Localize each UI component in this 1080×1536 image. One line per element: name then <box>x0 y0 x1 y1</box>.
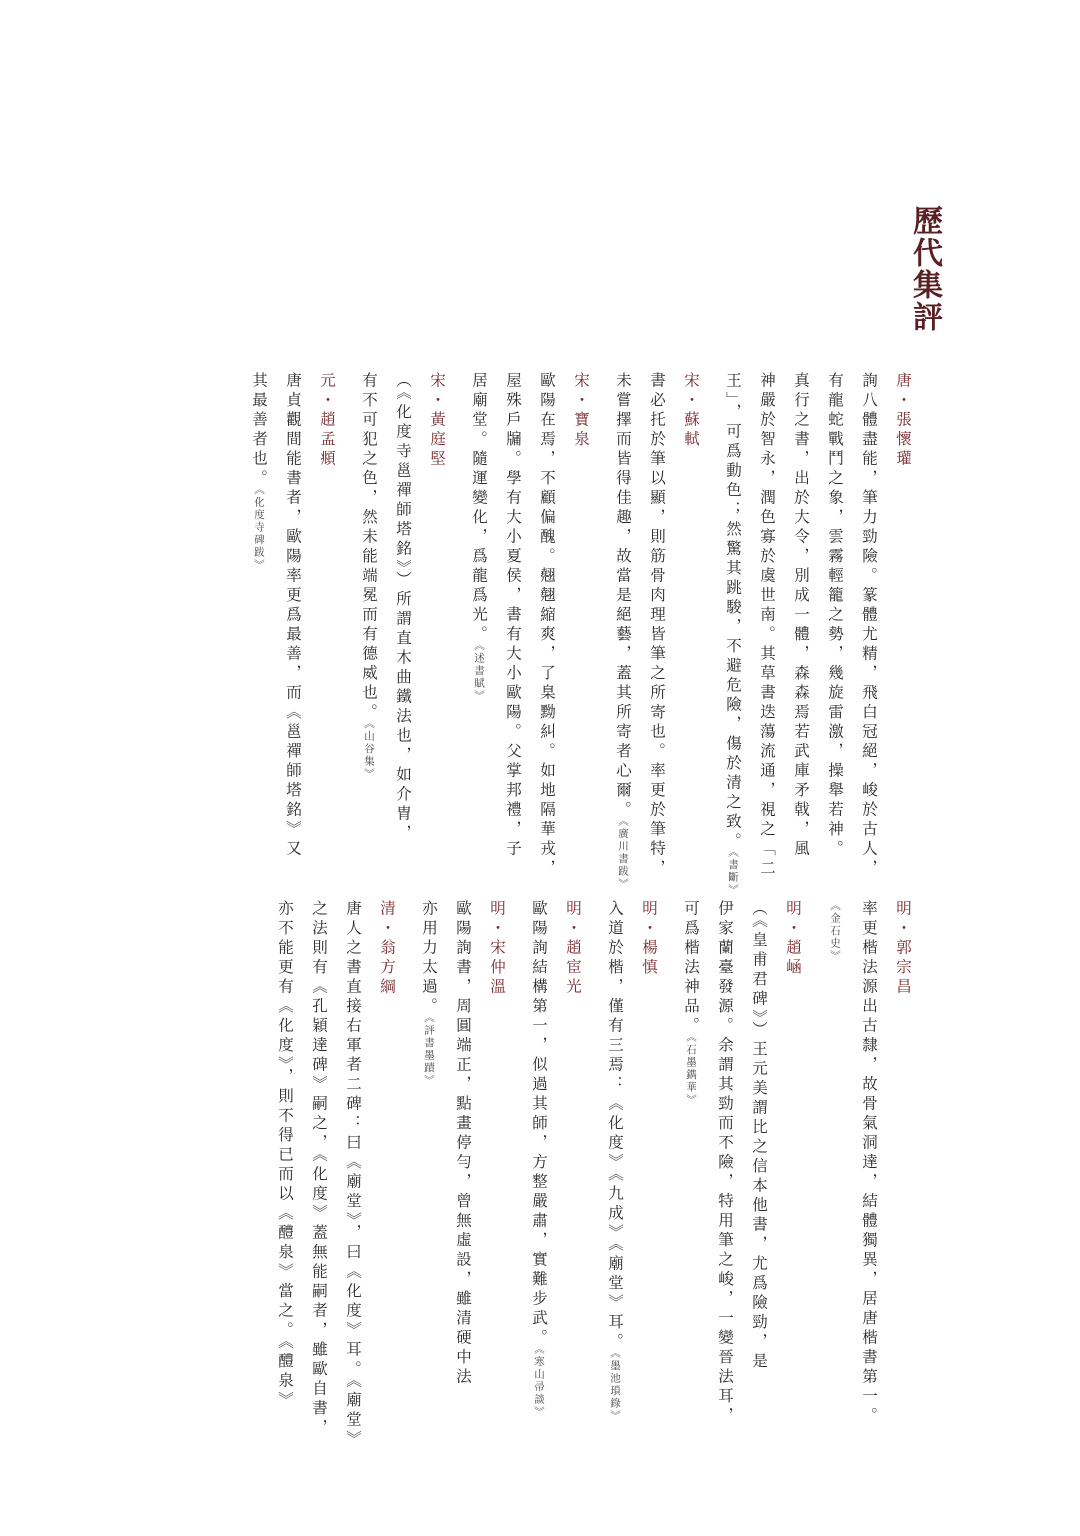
entry-text-line <box>716 372 750 897</box>
entry-text-line: 歐陽在焉，不顧偏醜。翹翹縮爽，了臬黝糾。如地隔華戎， <box>538 372 556 879</box>
entry-source: 《山谷集》 <box>363 723 375 781</box>
commentary-entry <box>522 900 590 1418</box>
entry-text-line: 亦不能更有《化度》，則不得已而以《醴泉》當之。《醴泉》 <box>276 900 294 1411</box>
entry-text-line: 唐人之書直接右軍者二碑：曰《廟堂》，曰《化度》耳。《廟堂》 <box>344 900 362 1450</box>
page-title: 歷代集評 <box>907 205 942 333</box>
commentary-entry <box>352 372 454 844</box>
entry-text: 亦用力太過。 <box>420 900 438 1017</box>
commentary-entry <box>674 900 810 1427</box>
commentary-entry <box>606 372 708 890</box>
entry-author: 清・翁方綱 <box>378 900 396 998</box>
bottom-commentary-block <box>140 900 920 1450</box>
entry-text-line: 之法則有《孔穎達碑》嗣之，《化度》蓋無能嗣者，雖歐自書， <box>310 900 328 1439</box>
entry-text-line <box>242 372 276 860</box>
entry-source: 《寒山帚談》 <box>533 1348 545 1419</box>
entry-text-line: 詢八體盡能，筆力勁險。篆體尤精，飛白冠絕，峻於古人， <box>860 372 878 879</box>
entry-source: 《廣川書跋》 <box>617 820 629 891</box>
entry-text-line: （《化度寺邕禪師塔銘》）所謂直木曲鐵法也，如介胄， <box>394 372 412 844</box>
entry-text: 可爲楷法神品。 <box>682 900 700 1037</box>
entry-text-line <box>352 372 386 844</box>
entry-text-line <box>606 372 640 890</box>
commentary-entry <box>598 900 666 1422</box>
entry-source: 《石墨鐫華》 <box>685 1036 697 1107</box>
entry-text: 入道於楷，僅有三焉：《化度》《九成》《廟堂》耳。 <box>606 900 624 1353</box>
entry-author: 明・趙宦光 <box>564 900 582 998</box>
entry-text-line: 真行之書，出於大令，別成一體，森森焉若武庫矛戟，風 <box>792 372 810 860</box>
entry-author: 明・郭宗昌 <box>894 900 912 998</box>
entry-author: 宋・寶泉 <box>572 372 590 450</box>
commentary-entry <box>268 900 404 1450</box>
entry-author: 明・宋仲溫 <box>488 900 506 998</box>
entry-source: 《述書賦》 <box>473 645 485 703</box>
entry-source: 《金石史》 <box>829 900 841 963</box>
entry-text: 居廟堂。隨運變化，爲龍爲光。 <box>470 372 488 645</box>
entry-author: 元・趙孟頫 <box>318 372 336 470</box>
entry-text: 未嘗擇而皆得佳趣，故當是絕藝，蓋其所寄者心爾。 <box>614 372 632 821</box>
entry-text: 其最善者也。 <box>250 372 268 489</box>
entry-source: 《評書墨蹟》 <box>423 1017 435 1087</box>
commentary-entry <box>462 372 598 879</box>
entry-text-line <box>598 900 632 1422</box>
commentary-entry <box>716 372 920 897</box>
entry-author: 明・趙崡 <box>784 900 802 978</box>
entry-text: 有不可犯之色，然未能端冕而有德威也。 <box>360 372 378 723</box>
entry-text-line <box>674 900 708 1427</box>
top-commentary-block <box>140 372 920 897</box>
commentary-entry <box>412 900 514 1388</box>
entry-text-line <box>462 372 496 879</box>
entry-source: 《墨池瑣錄》 <box>609 1352 621 1423</box>
entry-author: 宋・蘇軾 <box>682 372 700 450</box>
entry-text-line: 率更楷法源出古隸，故骨氣洞達，結體獨異，居唐楷書第一。 <box>860 900 878 1427</box>
commentary-entry <box>818 900 920 1427</box>
entry-text-line <box>412 900 446 1388</box>
entry-text: 王」，可爲動色；然驚其跳駿，不避危險，傷於清之致。 <box>724 372 742 852</box>
entry-text-line: 神嚴於智永，潤色寡於虞世南。其草書迭蕩流通，視之「二 <box>758 372 776 879</box>
entry-author: 明・楊慎 <box>640 900 658 978</box>
entry-text-line: 伊家蘭臺發源。余謂其勁而不險，特用筆之峻，一變晉法耳， <box>716 900 734 1427</box>
entry-text-line: 有龍蛇戰鬥之象，雲霧輕籠之勢，幾旋雷激，操舉若神。 <box>826 372 844 860</box>
entry-text-line: 歐陽詢書，周圓端正，點畫停勻，曾無虛設，雖清硬中法 <box>454 900 472 1388</box>
entry-author: 唐・張懷瓘 <box>894 372 912 470</box>
entry-source: 《書斷》 <box>727 851 739 897</box>
entry-text-line: 書必托於筆以顯，則筋骨肉理皆筆之所寄也。率更於筆特， <box>648 372 666 879</box>
entry-text-line: 屋殊戶牖。學有大小夏侯，書有大小歐陽。父掌邦禮，子 <box>504 372 522 860</box>
commentary-entry <box>242 372 344 860</box>
entry-text-line <box>818 900 852 1427</box>
entry-text: 歐陽詢結構第一，似過其師，方整嚴肅，實難步武。 <box>530 900 548 1349</box>
entry-author: 宋・黃庭堅 <box>428 372 446 470</box>
entry-source: 《化度寺碑跋》 <box>253 489 265 572</box>
entry-text-line <box>522 900 556 1418</box>
entry-text-line: 唐貞觀間能書者，歐陽率更爲最善，而《邕禪師塔銘》又 <box>284 372 302 860</box>
entry-text-line: （《皇甫君碑》）王元美謂比之信本他書，尤爲險勁，是 <box>750 900 768 1372</box>
